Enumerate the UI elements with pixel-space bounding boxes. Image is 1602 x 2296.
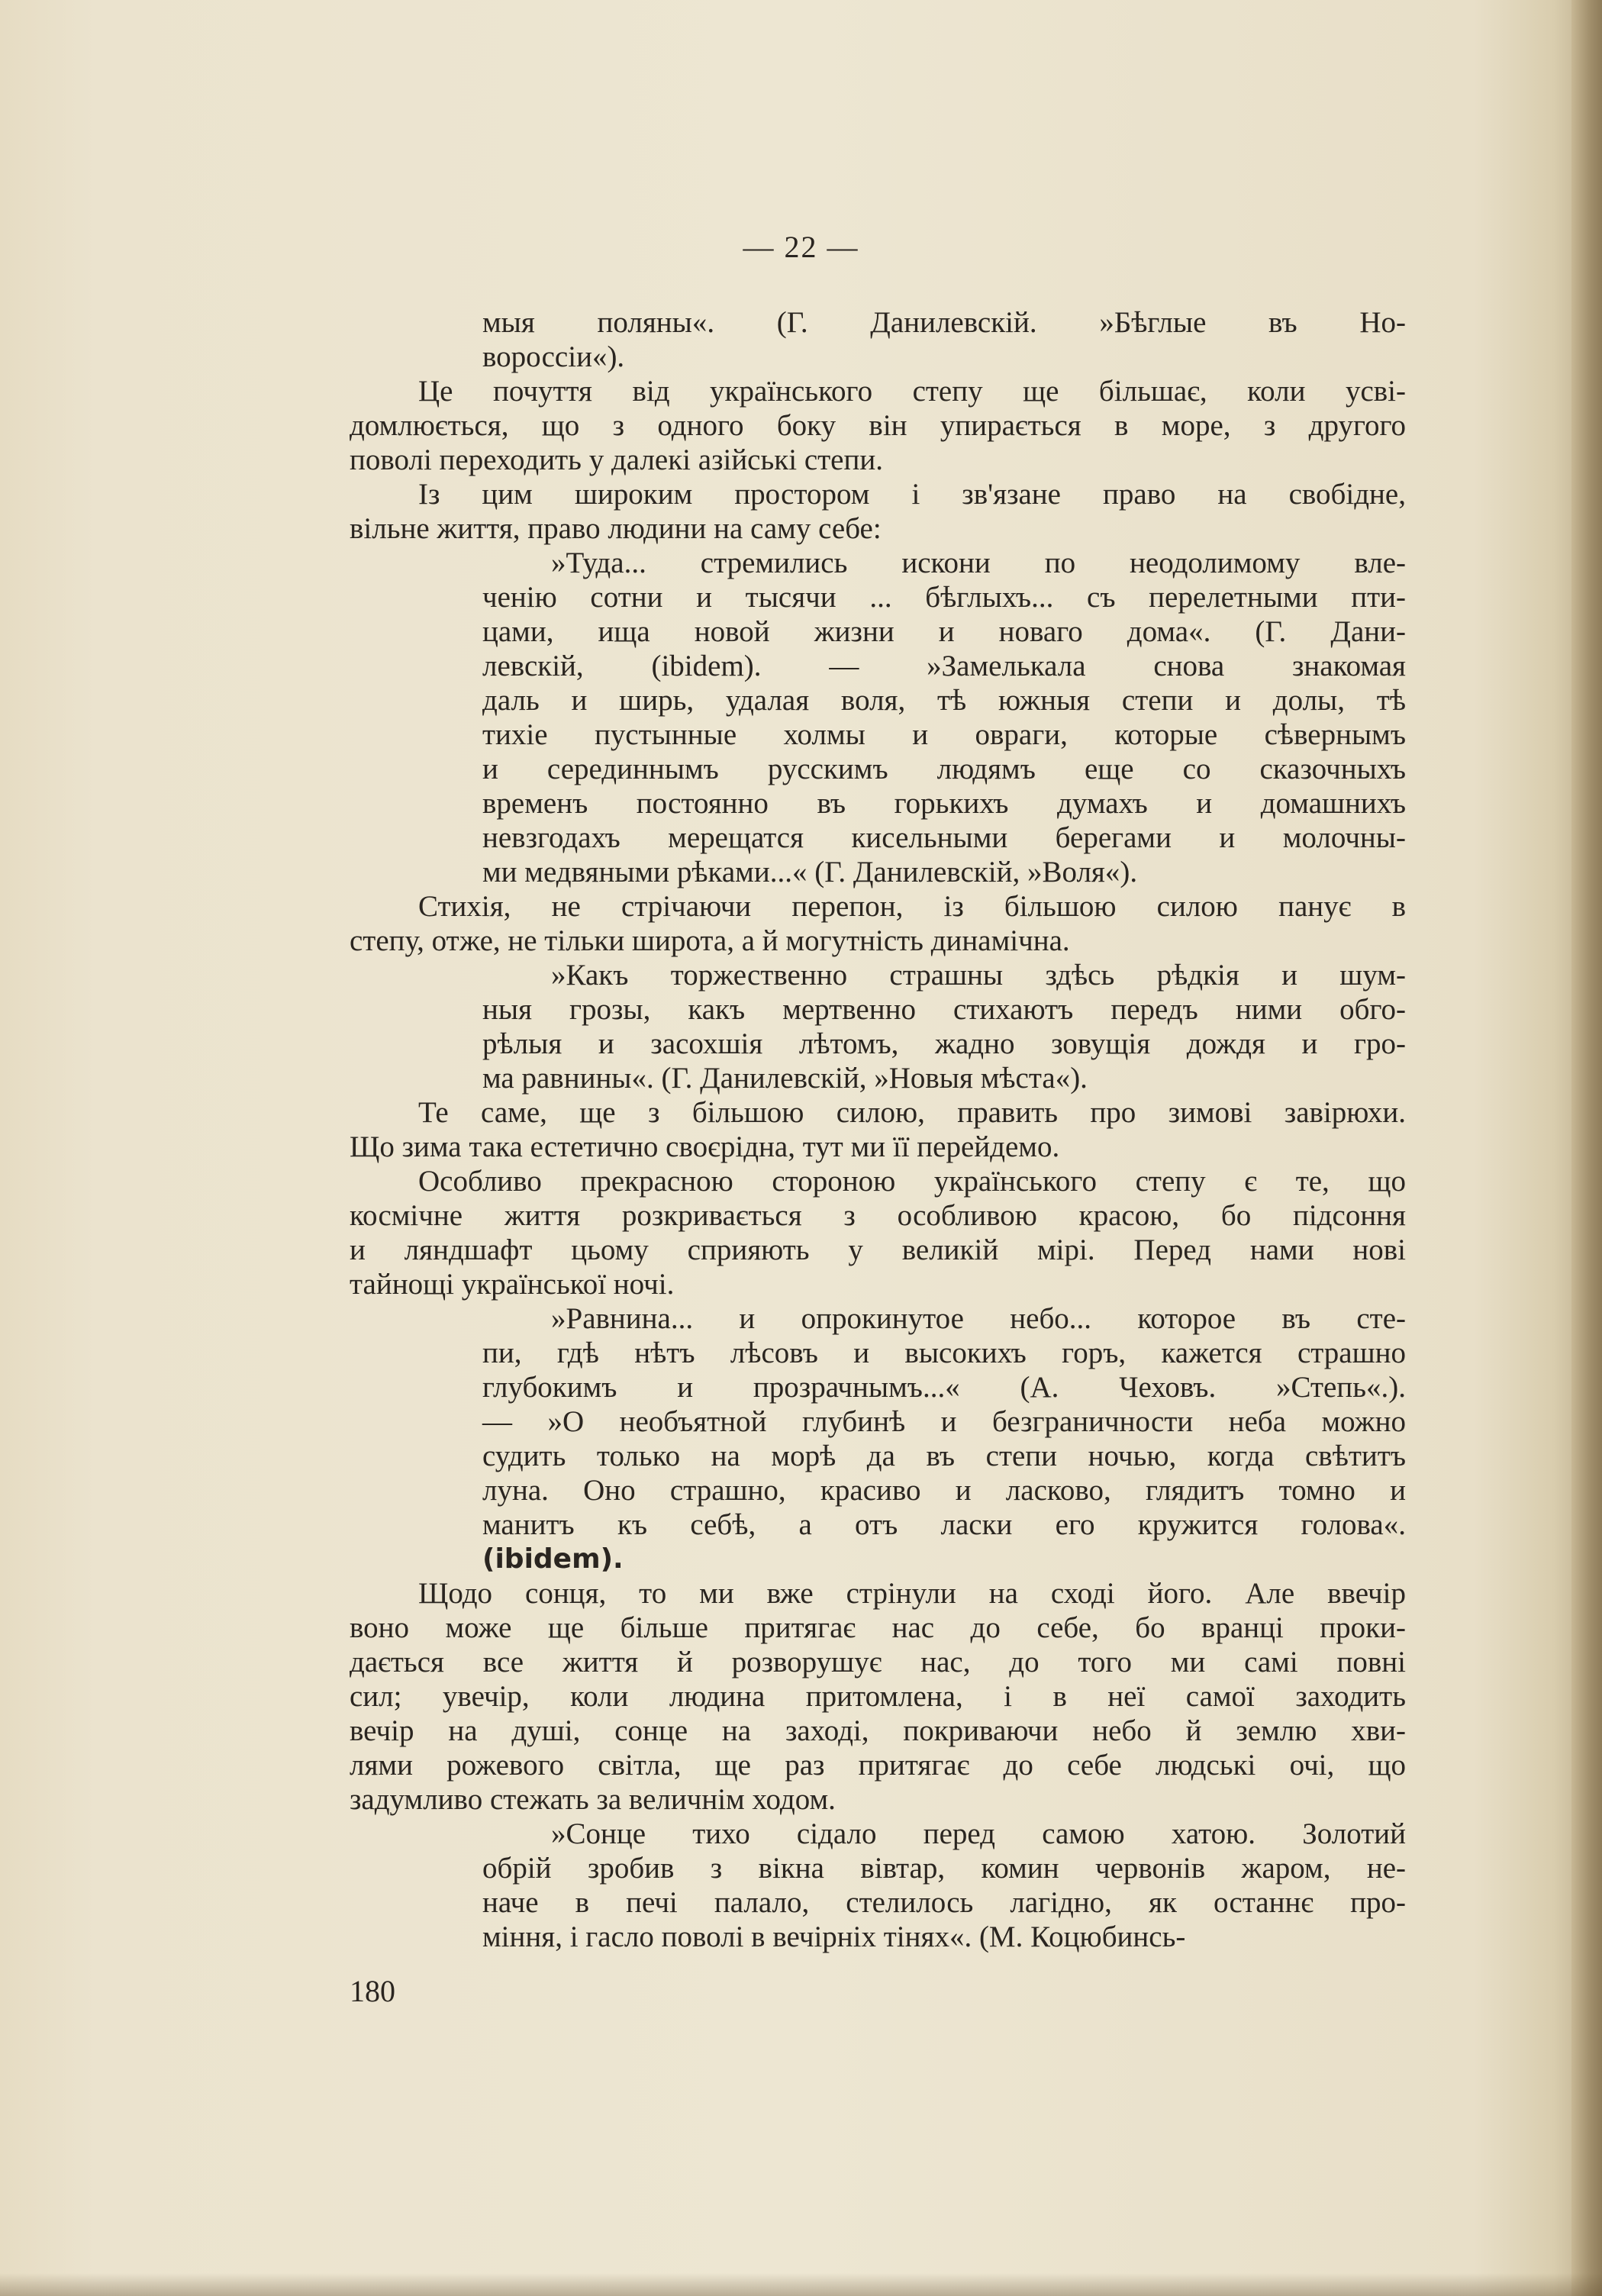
text-line: задумливо стежать за величнім ходом. (350, 1783, 836, 1816)
paragraph-4 (350, 1095, 1406, 1164)
paragraph-2 (350, 477, 1406, 546)
text-line: »Равнина... и опрокинутое небо... которое въ сте- (551, 1302, 1406, 1335)
text-line: — »О необъятной глубинѣ и безграничности неба можно (482, 1405, 1406, 1438)
text-line: обрій зробив з вікна вівтар, комин червонів жаром, не- (482, 1852, 1406, 1885)
quote-block-4 (482, 1817, 1406, 1954)
text-line: лями рожевого світла, ще раз притягає до себе людські очі, що (350, 1749, 1406, 1782)
running-head: — 22 — (743, 230, 859, 264)
text-line: домлюється, що з одного боку він упирається в море, з другого (350, 409, 1406, 442)
text-line: ма равнины«. (Г. Данилевскій, »Новыя мѣста«). (482, 1062, 1088, 1095)
text-line: левскій, (ibidem). — »Замелькала снова знакомая (482, 650, 1406, 682)
text-line: воно може ще більше притягає нас до себе, бо вранці проки- (350, 1611, 1406, 1644)
text-line: наче в печі палало, стелилось лагідно, як останнє про- (482, 1886, 1406, 1919)
text-line: степу, отже, не тільки широта, а й могутність динамічна. (350, 924, 1070, 957)
quote-block-1 (482, 546, 1406, 889)
text-line: (ibidem). (482, 1543, 624, 1575)
text-line: поволі переходить у далекі азійські степи. (350, 443, 883, 476)
paragraph-1 (350, 374, 1406, 477)
text-line: невзгодахъ мерещатся кисельными берегами и молочны- (482, 821, 1406, 854)
text-line: пи, гдѣ нѣтъ лѣсовъ и высокихъ горъ, кажется страшно (482, 1337, 1406, 1369)
text-line: Щодо сонця, то ми вже стрінули на сході його. Але ввечір (418, 1577, 1406, 1610)
text-line: манитъ къ себѣ, а отъ ласки его кружится голова«. (482, 1508, 1406, 1541)
text-line: »Какъ торжественно страшны здѣсь рѣдкія и шум- (551, 959, 1406, 992)
text-line: ченію сотни и тысячи ... бѣглыхъ... съ перелетными пти- (482, 581, 1406, 614)
text-line: тайнощі української ночі. (350, 1268, 675, 1301)
folio-number: 180 (350, 1974, 395, 2008)
text-line: Особливо прекрасною стороною українського степу є те, що (418, 1165, 1406, 1198)
paragraph-3 (350, 889, 1406, 958)
text-line: »Сонце тихо сідало перед самою хатою. Золотий (551, 1817, 1406, 1850)
quote-block-3 (482, 1301, 1406, 1576)
quote-block-2 (482, 958, 1406, 1095)
text-line: и серединнымъ русскимъ людямъ еще со сказочныхъ (482, 753, 1406, 785)
body-text (350, 305, 1406, 1954)
book-spine-edge (1571, 0, 1602, 2296)
text-line: Що зима така естетично своєрідна, тут ми її перейдемо. (350, 1130, 1060, 1163)
text-line: и ляндшафт цьому сприяють у великій мірі. Перед нами нові (350, 1233, 1406, 1266)
text-line: ныя грозы, какъ мертвенно стихаютъ передъ ними обго- (482, 993, 1406, 1026)
text-line: луна. Оно страшно, красиво и ласково, глядитъ томно и (482, 1474, 1406, 1507)
text-line: Те саме, ще з більшою силою, править про зимові завірюхи. (418, 1096, 1406, 1129)
text-line: судить только на морѣ да въ степи ночью, когда свѣтитъ (482, 1440, 1406, 1472)
text-line: глубокимъ и прозрачнымъ...« (А. Чеховъ. »Степь«.). (482, 1371, 1406, 1404)
paragraph-6 (350, 1576, 1406, 1817)
quote-block-0 (482, 305, 1406, 374)
text-line: мыя поляны«. (Г. Данилевскій. »Бѣглые въ Но- (482, 306, 1406, 339)
text-line: сил; увечір, коли людина притомлена, і в неї самої заходить (350, 1680, 1406, 1713)
text-line: вороссіи«). (482, 340, 625, 373)
text-line: вечір на душі, сонце на заході, покриваючи небо й землю хви- (350, 1714, 1406, 1747)
text-line: Це почуття від українського степу ще більшає, коли усві- (418, 375, 1406, 408)
text-line: Із цим широким простором і зв'язане право на свобідне, (418, 478, 1406, 511)
text-line: дається все життя й розворушує нас, до того ми самі повні (350, 1646, 1406, 1678)
text-line: ми медвяными рѣками...« (Г. Данилевскій, »Воля«). (482, 856, 1138, 888)
text-line: вільне життя, право людини на саму себе: (350, 512, 882, 545)
text-line: даль и ширь, удалая воля, тѣ южныя степи и долы, тѣ (482, 684, 1406, 717)
text-line: »Туда... стремились искони по неодолимому вле- (551, 547, 1406, 579)
paragraph-5 (350, 1164, 1406, 1301)
text-line: временъ постоянно въ горькихъ думахъ и домашнихъ (482, 787, 1406, 820)
text-line: міння, і гасло поволі в вечірніх тінях«. (М. Коцюбинсь- (482, 1920, 1186, 1953)
text-line: рѣлыя и засохшія лѣтомъ, жадно зовущія дождя и гро- (482, 1027, 1406, 1060)
text-line: космічне життя розкривається з особливою красою, бо підсоння (350, 1199, 1406, 1232)
text-line: Стихія, не стрічаючи перепон, із більшою силою панує в (418, 890, 1406, 923)
page-bottom-shadow (0, 2273, 1602, 2296)
text-line: цами, ища новой жизни и новаго дома«. (Г. Дани- (482, 615, 1406, 648)
text-line: тихіе пустынные холмы и овраги, которые сѣвернымъ (482, 718, 1406, 751)
